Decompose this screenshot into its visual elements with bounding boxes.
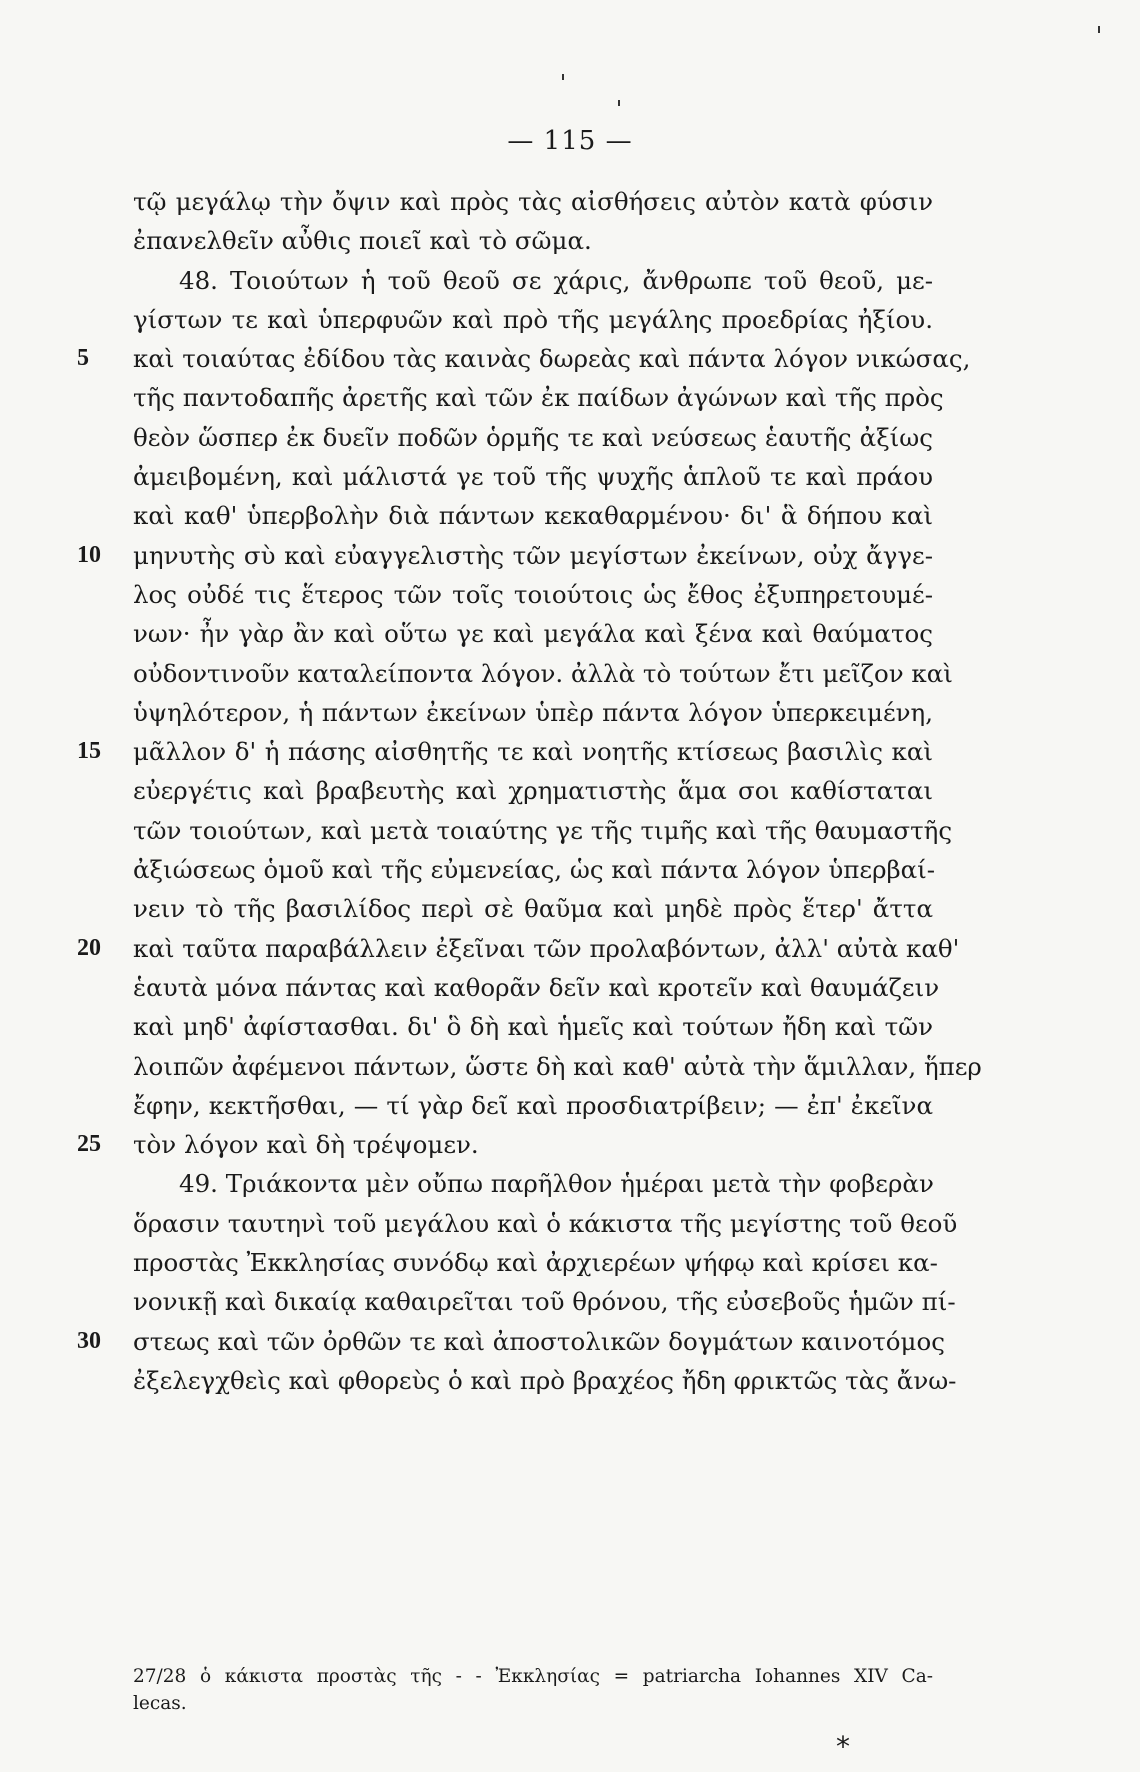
line-text: νονικῇ καὶ δικαίᾳ καθαιρεῖται τοῦ θρόνου, τῆς εὐσεβοῦς ἡμῶν πί- xyxy=(133,1287,956,1317)
text-line xyxy=(133,693,933,732)
line-text: καὶ μηδ' ἀφίστασθαι. δι' ὃ δὴ καὶ ἡμεῖς καὶ τούτων ἤδη καὶ τῶν xyxy=(133,1012,933,1042)
line-text: νειν τὸ τῆς βασιλίδος περὶ σὲ θαῦμα καὶ μηδὲ πρὸς ἕτερ' ἄττα xyxy=(133,894,933,924)
text-line xyxy=(133,850,936,889)
text-line xyxy=(77,929,960,968)
line-text: μηνυτὴς σὺ καὶ εὐαγγελιστὴς τῶν μεγίστων ἐκείνων, οὐχ ἄγγε- xyxy=(133,540,933,570)
line-text: ὅρασιν ταυτηνὶ τοῦ μεγάλου καὶ ὁ κάκιστα τῆς μεγίστης τοῦ θεοῦ xyxy=(133,1208,958,1238)
line-text: προστὰς Ἐκκλησίας συνόδῳ καὶ ἀρχιερέων ψήφῳ καὶ κρίσει κα- xyxy=(133,1248,938,1278)
text-line xyxy=(133,968,940,1007)
scan-speck xyxy=(618,100,620,106)
line-text: καὶ τοιαύτας ἐδίδου τὰς καινὰς δωρεὰς καὶ πάντα λόγον νικώσας, xyxy=(133,344,971,374)
page-number: — 115 — xyxy=(507,126,633,156)
line-number: 20 xyxy=(77,934,101,961)
text-line xyxy=(133,614,933,653)
text-line xyxy=(133,1164,933,1203)
line-number: 25 xyxy=(77,1131,101,1158)
footnote xyxy=(133,1663,933,1717)
footnote-line: lecas. xyxy=(133,1693,187,1714)
line-text: τῶν τοιούτων, καὶ μετὰ τοιαύτης γε τῆς τιμῆς καὶ τῆς θαυμαστῆς xyxy=(133,815,953,845)
line-text: ἀμειβομένη, καὶ μάλιστά γε τοῦ τῆς ψυχῆς ἁπλοῦ τε καὶ πράου xyxy=(133,462,933,492)
text-line xyxy=(77,1322,945,1361)
line-text: στεως καὶ τῶν ὀρθῶν τε καὶ ἀποστολικῶν δογμάτων καινοτόμος xyxy=(133,1326,945,1356)
text-line xyxy=(133,418,933,457)
text-line xyxy=(133,300,933,339)
text-line xyxy=(133,496,933,535)
line-text: ὑψηλότερον, ἡ πάντων ἐκείνων ὑπὲρ πάντα λόγον ὑπερκειμένη, xyxy=(133,697,933,727)
line-text: ἑαυτὰ μόνα πάντας καὶ καθορᾶν δεῖν καὶ κροτεῖν καὶ θαυμάζειν xyxy=(133,972,940,1002)
footnote-line: 27/28 ὁ κάκιστα προστὰς τῆς - - Ἐκκλησίας = patriarcha Iohannes XIV Ca- xyxy=(133,1666,933,1687)
line-text: καὶ καθ' ὑπερβολὴν διὰ πάντων κεκαθαρμένου· δι' ἃ δήπου καὶ xyxy=(133,501,933,531)
line-text: λοιπῶν ἀφέμενοι πάντων, ὥστε δὴ καὶ καθ' αὐτὰ τὴν ἅμιλλαν, ἥπερ xyxy=(133,1051,982,1081)
text-line xyxy=(133,1282,956,1321)
text-line xyxy=(133,261,933,300)
line-number: 10 xyxy=(77,541,101,568)
text-line xyxy=(133,889,933,928)
text-line xyxy=(133,457,933,496)
line-text: ἐξελεγχθεὶς καὶ φθορεὺς ὁ καὶ πρὸ βραχέος ἤδη φρικτῶς τὰς ἄνω- xyxy=(133,1365,957,1395)
line-text: τῆς παντοδαπῆς ἀρετῆς καὶ τῶν ἐκ παίδων ἀγώνων καὶ τῆς πρὸς xyxy=(133,383,944,413)
text-line xyxy=(133,771,933,810)
line-text: καὶ ταῦτα παραβάλλειν ἐξεῖναι τῶν προλαβόντων, ἀλλ' αὐτὰ καθ' xyxy=(133,933,960,963)
text-line xyxy=(77,732,933,771)
text-line xyxy=(133,182,933,221)
main-text xyxy=(77,182,982,1400)
text-line xyxy=(133,1204,958,1243)
text-line xyxy=(77,536,933,575)
text-line xyxy=(133,811,953,850)
text-line xyxy=(133,221,933,260)
line-text: τὸν λόγον καὶ δὴ τρέψομεν. xyxy=(133,1130,479,1160)
line-text: οὐδοντινοῦν καταλείποντα λόγον. ἀλλὰ τὸ τούτων ἔτι μεῖζον καὶ xyxy=(133,658,953,688)
scan-speck xyxy=(1098,26,1100,33)
line-text: ἐπανελθεῖν αὖθις ποιεῖ καὶ τὸ σῶμα. xyxy=(133,226,592,256)
text-line xyxy=(133,1047,982,1086)
line-text: θεὸν ὥσπερ ἐκ δυεῖν ποδῶν ὁρμῆς τε καὶ νεύσεως ἑαυτῆς ἀξίως xyxy=(133,422,933,452)
text-line xyxy=(133,1007,933,1046)
text-line xyxy=(133,654,953,693)
text-line xyxy=(133,1243,938,1282)
line-text: τῷ μεγάλῳ τὴν ὄψιν καὶ πρὸς τὰς αἰσθήσεις αὐτὸν κατὰ φύσιν xyxy=(133,187,933,216)
line-number: 15 xyxy=(77,738,101,765)
text-line xyxy=(133,575,933,614)
text-line xyxy=(77,339,971,378)
asterisk-mark: * xyxy=(836,1730,850,1763)
line-text: εὐεργέτις καὶ βραβευτὴς καὶ χρηματιστὴς ἅμα σοι καθίσταται xyxy=(133,776,933,806)
line-number: 30 xyxy=(77,1327,101,1354)
scan-speck xyxy=(562,74,564,80)
line-text: 49. Τριάκοντα μὲν οὔπω παρῆλθον ἡμέραι μετὰ τὴν φοβερὰν xyxy=(179,1169,934,1199)
line-number: 5 xyxy=(77,345,89,372)
line-text: ἔφην, κεκτῆσθαι, — τί γὰρ δεῖ καὶ προσδιατρίβειν; — ἐπ' ἐκεῖνα xyxy=(133,1090,933,1120)
line-text: 48. Τοιούτων ἡ τοῦ θεοῦ σε χάρις, ἄνθρωπε τοῦ θεοῦ, με- xyxy=(179,265,933,295)
line-text: ἀξιώσεως ὁμοῦ καὶ τῆς εὐμενείας, ὡς καὶ πάντα λόγον ὑπερβαί- xyxy=(133,855,936,885)
line-text: λος οὐδέ τις ἕτερος τῶν τοῖς τοιούτοις ὡς ἔθος ἐξυπηρετουμέ- xyxy=(133,579,933,609)
line-text: νων· ἦν γὰρ ἂν καὶ οὕτω γε καὶ μεγάλα καὶ ξένα καὶ θαύματος xyxy=(133,619,933,649)
line-text: μᾶλλον δ' ἡ πάσης αἰσθητῆς τε καὶ νοητῆς κτίσεως βασιλὶς καὶ xyxy=(133,737,933,767)
text-line xyxy=(133,1361,957,1400)
text-line xyxy=(77,1125,933,1164)
line-text: γίστων τε καὶ ὑπερφυῶν καὶ πρὸ τῆς μεγάλης προεδρίας ἠξίου. xyxy=(133,304,933,334)
text-line xyxy=(133,1086,933,1125)
text-line xyxy=(133,378,944,417)
